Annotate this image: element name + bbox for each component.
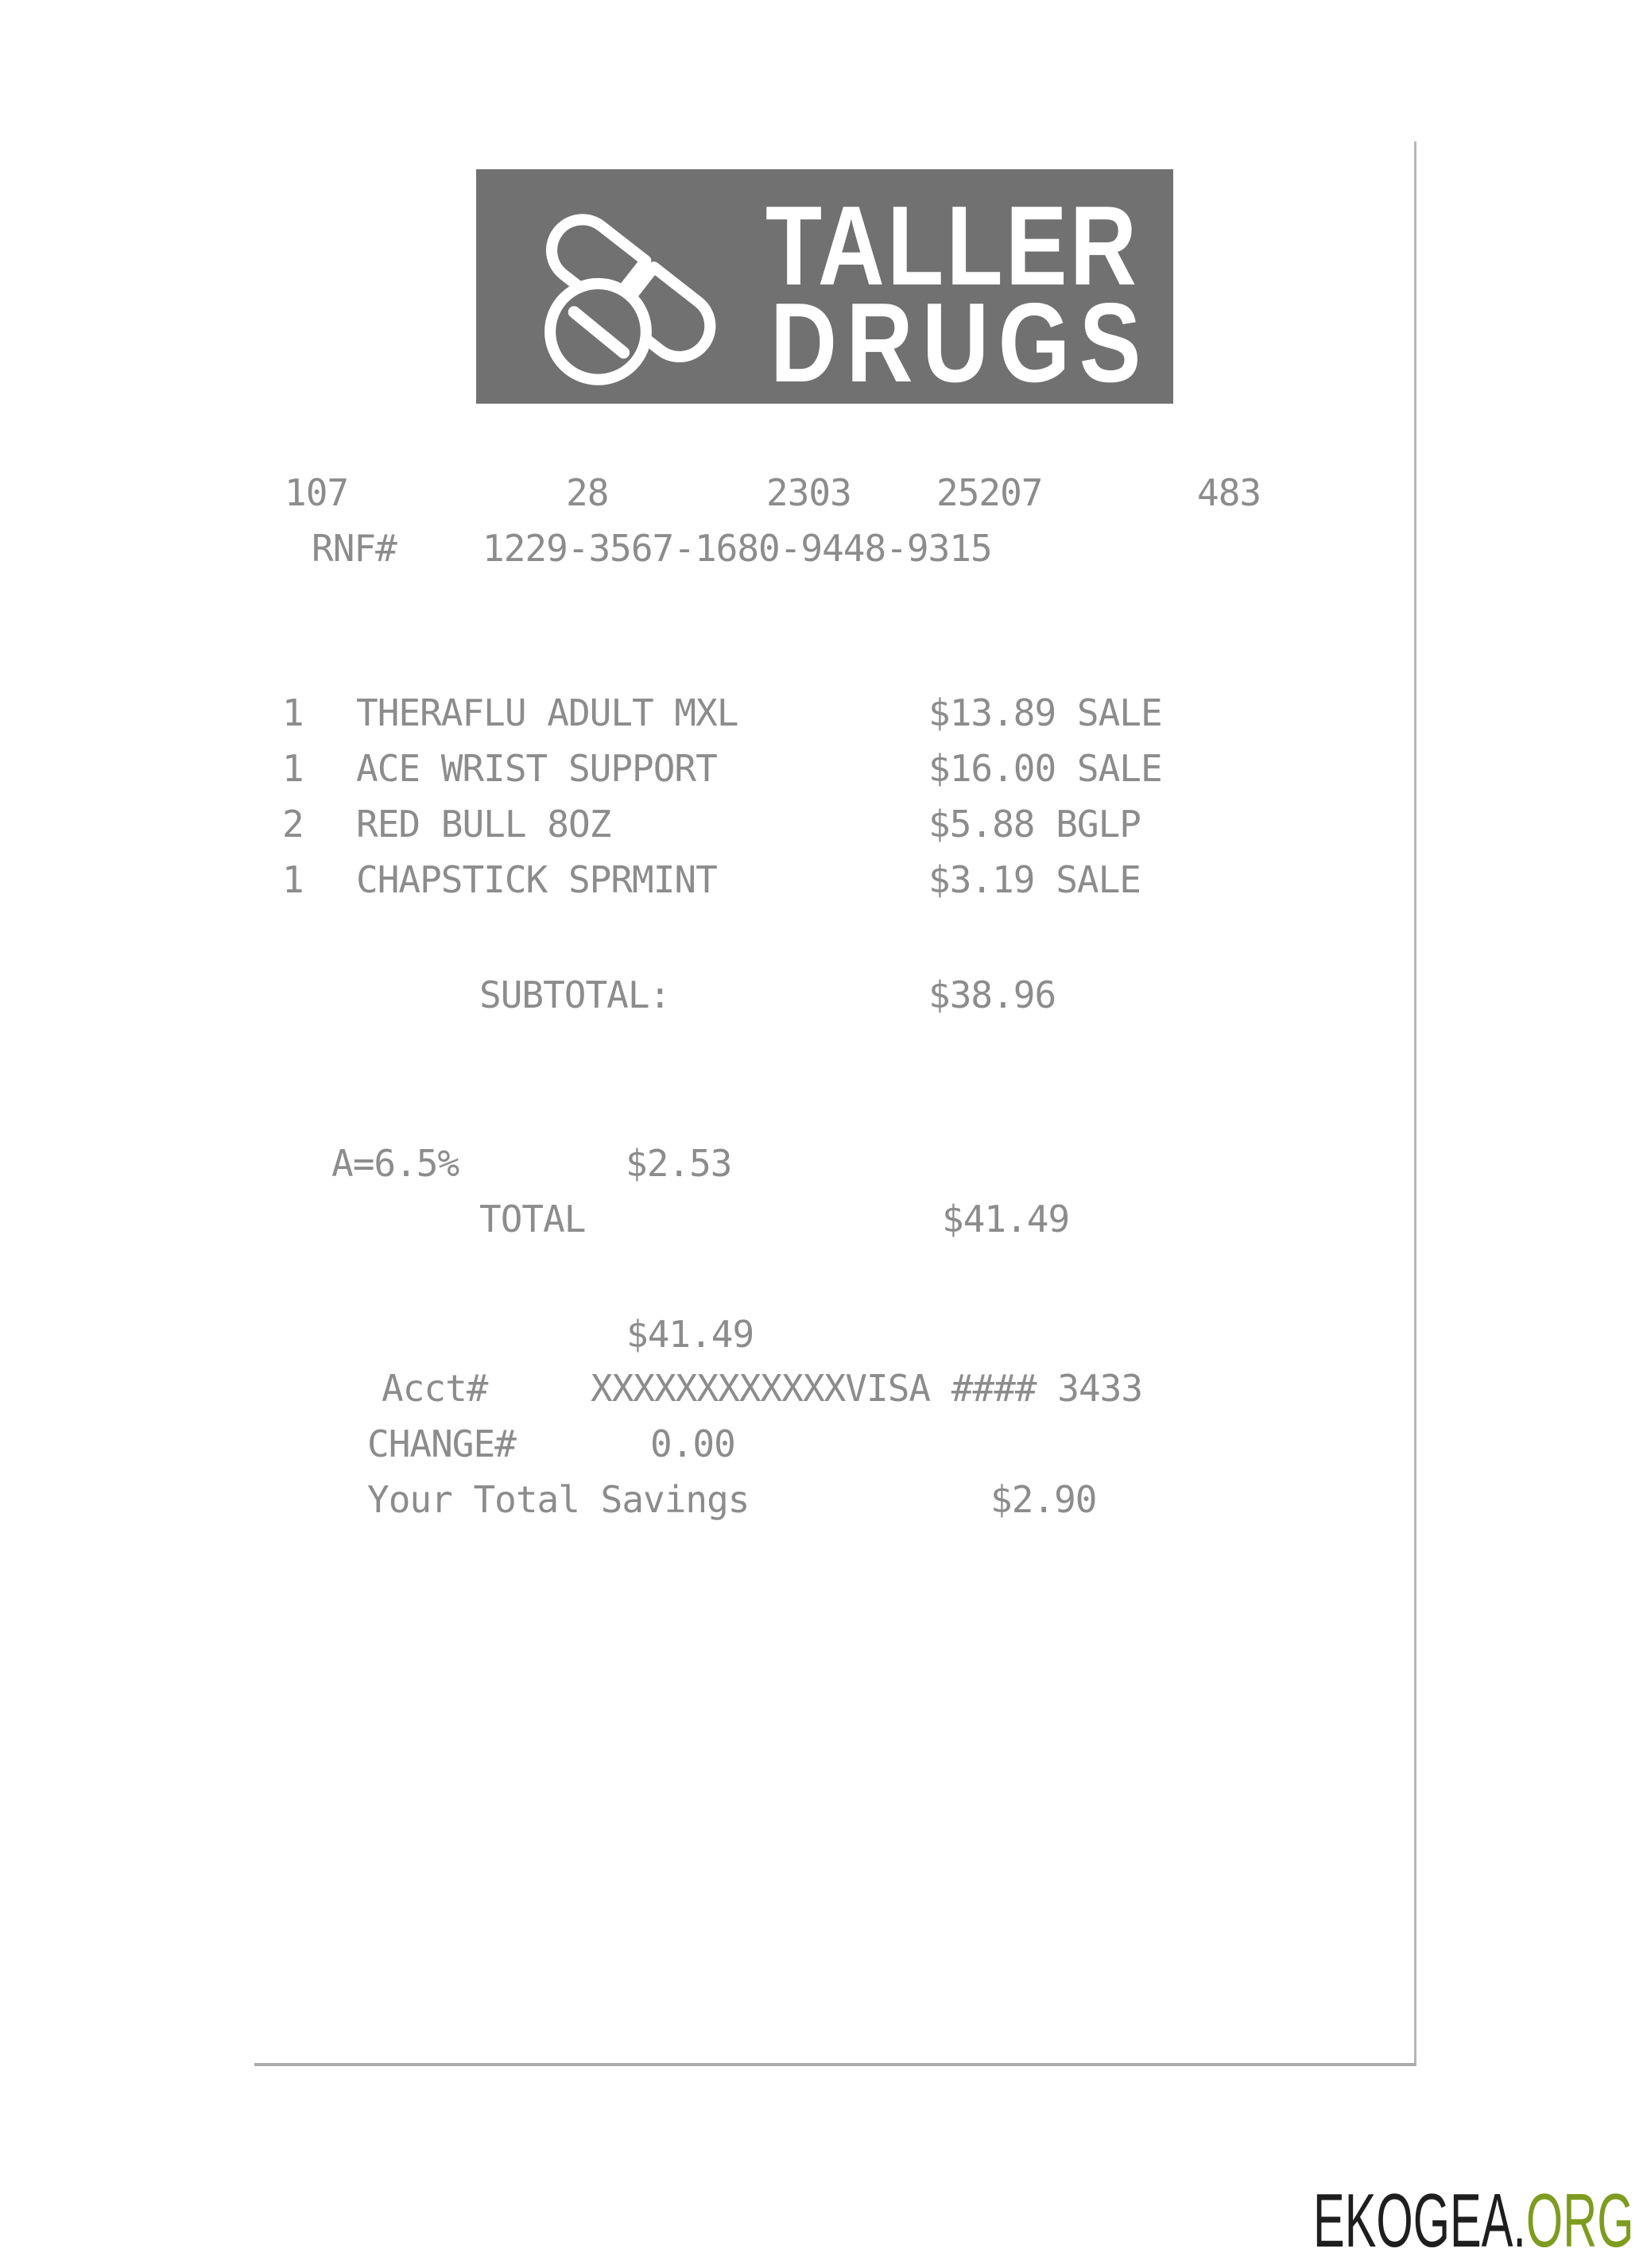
item-price: $5.88 [928,803,1035,846]
savings-value: $2.90 [990,1478,1097,1521]
pills-icon [538,201,737,392]
subtotal-value: $38.96 [928,973,1056,1016]
watermark-site: EKOGEA. [1313,2178,1526,2263]
total-label: TOTAL [479,1198,586,1240]
item-price-line [928,691,1162,734]
page-edge-bottom [254,2063,1416,2066]
register-number: 25207 [936,471,1043,514]
item-tag: SALE [1076,691,1162,734]
item-name: ACE WRIST SUPPORT [356,747,717,790]
register-number: 2303 [766,471,851,514]
item-price: $13.89 [928,691,1056,734]
rnf-label: RNF# [312,527,397,570]
item-qty: 2 [282,803,304,846]
item-price-line [928,747,1162,790]
item-tag: BGLP [1056,803,1141,846]
item-price-line [928,803,1141,846]
logo-text-taller: TALLER [765,183,1140,309]
register-number: 483 [1197,471,1261,514]
payment-amount: $41.49 [626,1313,754,1356]
tax-rate-label: A=6.5% [331,1142,459,1185]
register-number: 28 [566,471,609,514]
tax-amount: $2.53 [626,1142,732,1185]
item-price: $3.19 [928,858,1035,901]
rnf-number: 1229-3567-1680-9448-9315 [482,527,992,570]
item-name: THERAFLU ADULT MXL [356,691,738,734]
register-number: 107 [285,471,349,514]
item-price: $16.00 [928,747,1056,790]
savings-label: Your Total Savings [367,1478,750,1521]
total-value: $41.49 [942,1198,1070,1240]
item-tag: SALE [1076,747,1162,790]
item-name: CHAPSTICK SPRMINT [356,858,717,901]
change-value: 0.00 [650,1422,735,1465]
item-qty: 1 [282,691,304,734]
acct-label: Acct# [382,1367,488,1410]
watermark-org: ORG [1525,2178,1634,2263]
change-label: CHANGE# [367,1422,516,1465]
logo-text-drugs: DRUGS [770,280,1150,406]
item-price-line [928,858,1141,901]
watermark [1313,2178,1634,2263]
acct-value: XXXXXXXXXXXXVISA #### 3433 [591,1367,1143,1410]
store-logo [476,169,1173,404]
subtotal-label: SUBTOTAL: [479,973,671,1016]
item-qty: 1 [282,858,304,901]
item-qty: 1 [282,747,304,790]
item-name: RED BULL 8OZ [356,803,611,846]
item-tag: SALE [1056,858,1141,901]
page-edge-right [1414,141,1416,2065]
